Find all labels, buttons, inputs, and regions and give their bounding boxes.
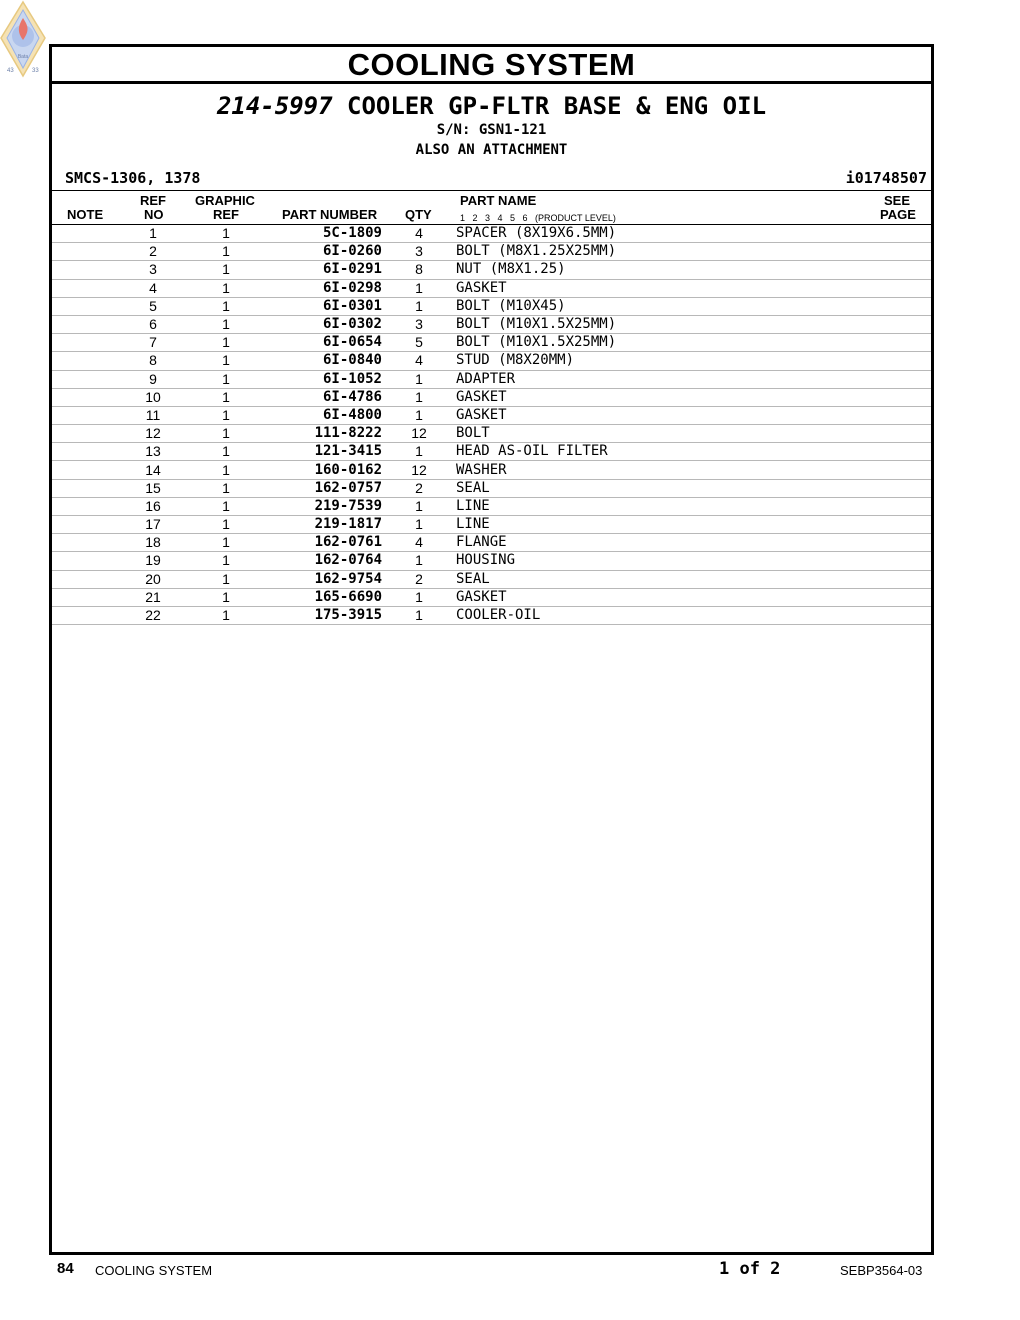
- row-see-page: [861, 352, 931, 370]
- row-ref-no: 20: [122, 570, 184, 588]
- row-ref-no: 4: [122, 279, 184, 297]
- table-row: [52, 497, 931, 515]
- row-see-page: [861, 516, 931, 534]
- row-part-number[interactable]: 6I-0840: [268, 352, 382, 370]
- row-part-number[interactable]: 6I-0291: [268, 261, 382, 279]
- table-row: [52, 225, 931, 243]
- row-qty: 4: [382, 534, 456, 552]
- row-qty: 12: [382, 461, 456, 479]
- row-qty: 2: [382, 479, 456, 497]
- table-row: [52, 388, 931, 406]
- row-note: [52, 443, 122, 461]
- row-part-number[interactable]: 6I-0654: [268, 334, 382, 352]
- row-qty: 1: [382, 497, 456, 515]
- row-part-name: HEAD AS-OIL FILTER: [456, 443, 861, 461]
- row-ref-no: 15: [122, 479, 184, 497]
- row-part-number[interactable]: 219-1817: [268, 516, 382, 534]
- row-see-page: [861, 279, 931, 297]
- row-qty: 1: [382, 443, 456, 461]
- row-see-page: [861, 588, 931, 606]
- row-note: [52, 552, 122, 570]
- row-see-page: [861, 370, 931, 388]
- col-see-bottom: PAGE: [880, 207, 916, 222]
- table-row: [52, 297, 931, 315]
- row-part-number[interactable]: 6I-1052: [268, 370, 382, 388]
- col-ref-top: REF: [140, 193, 166, 208]
- row-graphic-ref: 1: [184, 570, 268, 588]
- row-note: [52, 425, 122, 443]
- row-ref-no: 6: [122, 315, 184, 333]
- row-part-number[interactable]: 162-0761: [268, 534, 382, 552]
- row-part-name: LINE: [456, 516, 861, 534]
- table-row: [52, 315, 931, 333]
- col-graphic-bottom: REF: [213, 207, 239, 222]
- row-see-page: [861, 443, 931, 461]
- row-graphic-ref: 1: [184, 352, 268, 370]
- attachment-note: ALSO AN ATTACHMENT: [415, 142, 568, 158]
- row-part-number[interactable]: 6I-0301: [268, 297, 382, 315]
- row-ref-no: 21: [122, 588, 184, 606]
- table-row: [52, 279, 931, 297]
- row-part-name: ADAPTER: [456, 370, 861, 388]
- group-title: [52, 92, 931, 120]
- col-part-number: PART NUMBER: [282, 207, 378, 222]
- row-graphic-ref: 1: [184, 297, 268, 315]
- row-qty: 2: [382, 570, 456, 588]
- row-ref-no: 7: [122, 334, 184, 352]
- table-row: [52, 552, 931, 570]
- col-note: NOTE: [67, 207, 104, 222]
- row-see-page: [861, 534, 931, 552]
- col-qty: QTY: [405, 207, 432, 222]
- row-note: [52, 606, 122, 624]
- row-qty: 1: [382, 406, 456, 424]
- row-ref-no: 10: [122, 388, 184, 406]
- row-ref-no: 13: [122, 443, 184, 461]
- row-part-name: BOLT (M10X45): [456, 297, 861, 315]
- row-see-page: [861, 570, 931, 588]
- row-note: [52, 497, 122, 515]
- row-see-page: [861, 497, 931, 515]
- row-note: [52, 370, 122, 388]
- row-part-number[interactable]: 160-0162: [268, 461, 382, 479]
- row-part-number[interactable]: 162-0764: [268, 552, 382, 570]
- row-part-name: COOLER-OIL: [456, 606, 861, 624]
- row-qty: 1: [382, 370, 456, 388]
- row-graphic-ref: 1: [184, 406, 268, 424]
- row-part-name: GASKET: [456, 279, 861, 297]
- row-see-page: [861, 425, 931, 443]
- row-see-page: [861, 297, 931, 315]
- row-part-name: GASKET: [456, 388, 861, 406]
- row-part-number[interactable]: 6I-4786: [268, 388, 382, 406]
- row-graphic-ref: 1: [184, 479, 268, 497]
- row-qty: 4: [382, 225, 456, 243]
- col-product-levels: 1 2 3 4 5 6 (PRODUCT LEVEL): [460, 213, 616, 223]
- row-part-number[interactable]: 162-9754: [268, 570, 382, 588]
- section-title: COOLING SYSTEM: [52, 47, 931, 84]
- table-row: [52, 516, 931, 534]
- row-graphic-ref: 1: [184, 261, 268, 279]
- smcs-row: [52, 166, 931, 190]
- row-graphic-ref: 1: [184, 425, 268, 443]
- row-part-number[interactable]: 175-3915: [268, 606, 382, 624]
- table-row: [52, 479, 931, 497]
- row-note: [52, 261, 122, 279]
- row-graphic-ref: 1: [184, 334, 268, 352]
- logo-text-right: 33: [32, 68, 39, 74]
- row-qty: 1: [382, 606, 456, 624]
- row-ref-no: 22: [122, 606, 184, 624]
- row-part-name: FLANGE: [456, 534, 861, 552]
- row-part-number[interactable]: 111-8222: [268, 425, 382, 443]
- row-ref-no: 3: [122, 261, 184, 279]
- row-ref-no: 5: [122, 297, 184, 315]
- row-note: [52, 461, 122, 479]
- row-part-number[interactable]: 6I-4800: [268, 406, 382, 424]
- row-graphic-ref: 1: [184, 370, 268, 388]
- table-row: [52, 534, 931, 552]
- row-graphic-ref: 1: [184, 243, 268, 261]
- logo-text-left: 43: [7, 68, 14, 74]
- row-graphic-ref: 1: [184, 279, 268, 297]
- row-qty: 1: [382, 516, 456, 534]
- row-ref-no: 16: [122, 497, 184, 515]
- col-part-name: PART NAME: [460, 193, 537, 208]
- row-note: [52, 297, 122, 315]
- row-part-name: BOLT (M10X1.5X25MM): [456, 334, 861, 352]
- col-see-top: SEE: [884, 193, 911, 208]
- row-ref-no: 9: [122, 370, 184, 388]
- row-see-page: [861, 225, 931, 243]
- row-part-name: SEAL: [456, 479, 861, 497]
- table-row: [52, 261, 931, 279]
- row-qty: 1: [382, 279, 456, 297]
- row-qty: 5: [382, 334, 456, 352]
- table-row: [52, 352, 931, 370]
- row-part-name: NUT (M8X1.25): [456, 261, 861, 279]
- row-part-number[interactable]: 5C-1809: [268, 225, 382, 243]
- row-ref-no: 14: [122, 461, 184, 479]
- illustration-id: i01748507: [845, 169, 927, 187]
- row-note: [52, 315, 122, 333]
- row-graphic-ref: 1: [184, 516, 268, 534]
- row-ref-no: 11: [122, 406, 184, 424]
- row-note: [52, 243, 122, 261]
- row-note: [52, 279, 122, 297]
- table-row: [52, 243, 931, 261]
- row-part-number[interactable]: 6I-0298: [268, 279, 382, 297]
- row-note: [52, 388, 122, 406]
- row-part-name: BOLT (M8X1.25X25MM): [456, 243, 861, 261]
- row-qty: 4: [382, 352, 456, 370]
- parts-table-body: [52, 225, 931, 625]
- row-part-number[interactable]: 162-0757: [268, 479, 382, 497]
- row-ref-no: 8: [122, 352, 184, 370]
- row-graphic-ref: 1: [184, 461, 268, 479]
- logo-text-mid: Bata: [17, 54, 29, 60]
- row-part-name: STUD (M8X20MM): [456, 352, 861, 370]
- table-row: [52, 334, 931, 352]
- row-graphic-ref: 1: [184, 606, 268, 624]
- row-see-page: [861, 406, 931, 424]
- row-graphic-ref: 1: [184, 315, 268, 333]
- smcs-code: SMCS-1306, 1378: [65, 169, 201, 187]
- row-ref-no: 19: [122, 552, 184, 570]
- parts-table: [52, 225, 931, 625]
- parts-page-frame: [49, 44, 934, 1255]
- row-ref-no: 1: [122, 225, 184, 243]
- row-part-name: LINE: [456, 497, 861, 515]
- row-ref-no: 17: [122, 516, 184, 534]
- row-graphic-ref: 1: [184, 388, 268, 406]
- row-note: [52, 570, 122, 588]
- footer-section: COOLING SYSTEM: [95, 1263, 213, 1278]
- row-see-page: [861, 334, 931, 352]
- row-see-page: [861, 243, 931, 261]
- table-row: [52, 588, 931, 606]
- col-graphic-top: GRAPHIC: [195, 193, 255, 208]
- table-row: [52, 370, 931, 388]
- serial-number: S/N: GSN1-121: [436, 122, 547, 138]
- row-part-name: BOLT (M10X1.5X25MM): [456, 315, 861, 333]
- row-note: [52, 534, 122, 552]
- footer-doc-id: SEBP3564-03: [840, 1263, 923, 1278]
- row-see-page: [861, 461, 931, 479]
- col-ref-bottom: NO: [144, 207, 164, 222]
- row-part-name: GASKET: [456, 588, 861, 606]
- table-row: [52, 425, 931, 443]
- footer-page-number: 84: [57, 1260, 74, 1277]
- row-note: [52, 479, 122, 497]
- table-row: [52, 443, 931, 461]
- row-part-name: BOLT: [456, 425, 861, 443]
- row-graphic-ref: 1: [184, 552, 268, 570]
- row-part-number[interactable]: 6I-0302: [268, 315, 382, 333]
- row-part-name: HOUSING: [456, 552, 861, 570]
- row-see-page: [861, 315, 931, 333]
- footer-page-of: 1 of 2: [719, 1259, 781, 1279]
- row-note: [52, 352, 122, 370]
- row-part-number[interactable]: 165-6690: [268, 588, 382, 606]
- row-graphic-ref: 1: [184, 588, 268, 606]
- row-graphic-ref: 1: [184, 225, 268, 243]
- table-row: [52, 606, 931, 624]
- row-part-name: WASHER: [456, 461, 861, 479]
- table-row: [52, 461, 931, 479]
- row-graphic-ref: 1: [184, 443, 268, 461]
- row-qty: 3: [382, 243, 456, 261]
- group-name: COOLER GP-FLTR BASE & ENG OIL: [347, 92, 767, 120]
- row-part-number[interactable]: 219-7539: [268, 497, 382, 515]
- row-ref-no: 12: [122, 425, 184, 443]
- row-part-name: SEAL: [456, 570, 861, 588]
- group-part-number: 214-5997: [216, 92, 333, 120]
- row-part-number[interactable]: 121-3415: [268, 443, 382, 461]
- table-row: [52, 570, 931, 588]
- row-part-name: SPACER (8X19X6.5MM): [456, 225, 861, 243]
- row-see-page: [861, 479, 931, 497]
- row-note: [52, 225, 122, 243]
- row-see-page: [861, 261, 931, 279]
- row-note: [52, 588, 122, 606]
- logo-watermark: [0, 0, 46, 78]
- table-row: [52, 406, 931, 424]
- row-graphic-ref: 1: [184, 534, 268, 552]
- row-part-number[interactable]: 6I-0260: [268, 243, 382, 261]
- row-ref-no: 18: [122, 534, 184, 552]
- row-see-page: [861, 388, 931, 406]
- row-graphic-ref: 1: [184, 497, 268, 515]
- row-qty: 3: [382, 315, 456, 333]
- row-qty: 1: [382, 588, 456, 606]
- row-ref-no: 2: [122, 243, 184, 261]
- row-see-page: [861, 606, 931, 624]
- row-note: [52, 334, 122, 352]
- column-header: [52, 190, 931, 225]
- row-see-page: [861, 552, 931, 570]
- row-qty: 1: [382, 552, 456, 570]
- row-qty: 1: [382, 297, 456, 315]
- row-note: [52, 516, 122, 534]
- row-qty: 8: [382, 261, 456, 279]
- row-qty: 12: [382, 425, 456, 443]
- row-part-name: GASKET: [456, 406, 861, 424]
- row-qty: 1: [382, 388, 456, 406]
- row-note: [52, 406, 122, 424]
